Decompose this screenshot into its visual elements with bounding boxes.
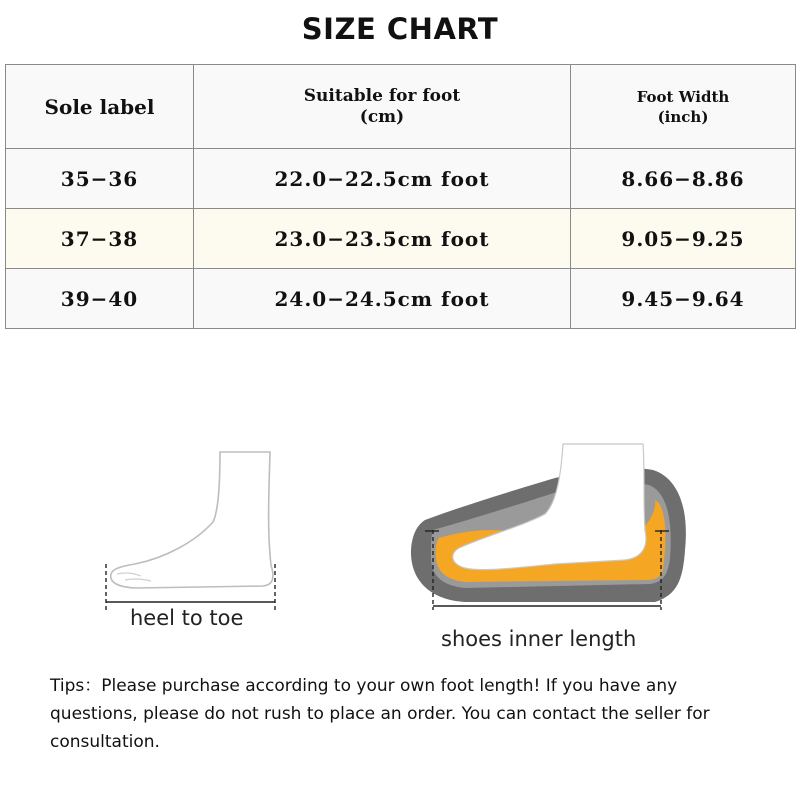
foot-length-cell: 22.0−22.5cm foot: [194, 149, 571, 209]
page-title: SIZE CHART: [301, 12, 499, 46]
table-header-row: [6, 65, 796, 149]
foot-width-cell: 9.45−9.64: [571, 269, 796, 329]
sole-size-cell: 39−40: [6, 269, 194, 329]
heel-to-toe-caption: heel to toe: [130, 606, 244, 630]
header-sole-label: [6, 65, 194, 149]
table-row: [6, 209, 796, 269]
header-foot-width-line1: Foot Width: [636, 87, 730, 106]
foot-width-cell: 9.05−9.25: [571, 209, 796, 269]
size-table: [5, 64, 796, 329]
table-row: [6, 269, 796, 329]
sole-size-cell: 35−36: [6, 149, 194, 209]
sole-size-cell: 37−38: [6, 209, 194, 269]
foot-width-cell: 8.66−8.86: [571, 149, 796, 209]
tips-text: Tips：Please purchase according to your own foot length! If you have any questions, please do not rush to place an order. You can contact the seller for consultation.: [50, 676, 710, 752]
header-sole-label-text: Sole label: [44, 94, 155, 119]
shoe-measure-illustration: [405, 430, 690, 660]
table-row: [6, 149, 796, 209]
foot-outline: [111, 452, 273, 588]
header-foot-length-line1: Suitable for foot: [303, 85, 461, 106]
foot-length-cell: 23.0−23.5cm foot: [194, 209, 571, 269]
header-foot-width: [571, 65, 796, 149]
header-foot-length-line2: (cm): [359, 106, 405, 127]
header-foot-width-line2: (inch): [657, 107, 709, 126]
foot-length-cell: 24.0−24.5cm foot: [194, 269, 571, 329]
header-foot-length: [194, 65, 571, 149]
shoes-inner-length-caption: shoes inner length: [441, 627, 637, 651]
